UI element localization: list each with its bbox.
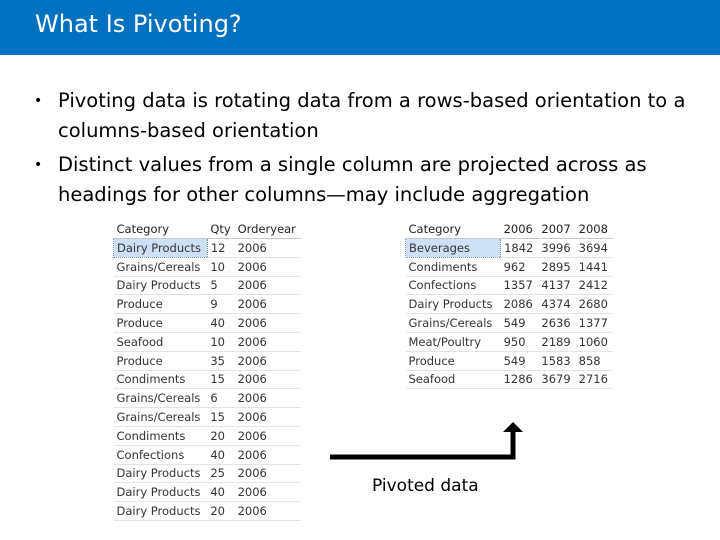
table-row bbox=[114, 370, 302, 389]
table-cell: Confections bbox=[114, 445, 208, 464]
table-cell: Grains/Cereals bbox=[114, 408, 208, 427]
table-row bbox=[406, 351, 614, 370]
table-cell: 2680 bbox=[576, 295, 613, 314]
slide-title: What Is Pivoting? bbox=[35, 10, 242, 38]
table-cell: Condiments bbox=[114, 426, 208, 445]
table-cell: Beverages bbox=[406, 239, 501, 258]
title-bar bbox=[0, 0, 720, 55]
table-row bbox=[406, 370, 614, 389]
column-header: Category bbox=[406, 220, 501, 239]
table-cell: 1583 bbox=[538, 351, 575, 370]
table-cell: 40 bbox=[207, 445, 234, 464]
table-cell: 2006 bbox=[235, 502, 301, 521]
table-row bbox=[114, 276, 302, 295]
source-data-table bbox=[113, 220, 301, 521]
column-header: 2006 bbox=[501, 220, 539, 239]
table-cell: Seafood bbox=[114, 332, 208, 351]
table-row bbox=[114, 314, 302, 333]
table-cell: 2006 bbox=[235, 351, 301, 370]
table-row bbox=[406, 314, 614, 333]
table-cell: 549 bbox=[501, 351, 539, 370]
table-cell: 2006 bbox=[235, 464, 301, 483]
table-cell: 1357 bbox=[501, 276, 539, 295]
table-cell: 2006 bbox=[235, 483, 301, 502]
table-cell: 1377 bbox=[576, 314, 613, 333]
table-cell: 2412 bbox=[576, 276, 613, 295]
table-cell: 2006 bbox=[235, 445, 301, 464]
table-cell: 20 bbox=[207, 426, 234, 445]
table-cell: 9 bbox=[207, 295, 234, 314]
table-row bbox=[114, 239, 302, 258]
table-cell: Seafood bbox=[406, 370, 501, 389]
table-cell: Dairy Products bbox=[406, 295, 501, 314]
bullet-dot-icon: • bbox=[34, 157, 43, 173]
table-cell: 1060 bbox=[576, 332, 613, 351]
pivoted-data-table bbox=[405, 220, 613, 389]
table-cell: 1286 bbox=[501, 370, 539, 389]
table-cell: Dairy Products bbox=[114, 483, 208, 502]
table-cell: Dairy Products bbox=[114, 464, 208, 483]
table-cell: 549 bbox=[501, 314, 539, 333]
table-row bbox=[114, 408, 302, 427]
table-cell: 2006 bbox=[235, 389, 301, 408]
table-cell: Produce bbox=[406, 351, 501, 370]
table-cell: Condiments bbox=[406, 257, 501, 276]
table-cell: 2006 bbox=[235, 295, 301, 314]
table-row bbox=[406, 276, 614, 295]
table-cell: Grains/Cereals bbox=[114, 257, 208, 276]
table-cell: 2006 bbox=[235, 276, 301, 295]
table-cell: 2006 bbox=[235, 426, 301, 445]
table-cell: 6 bbox=[207, 389, 234, 408]
column-header: Orderyear bbox=[235, 220, 301, 239]
table-cell: 35 bbox=[207, 351, 234, 370]
table-cell: 40 bbox=[207, 314, 234, 333]
table-cell: 1441 bbox=[576, 257, 613, 276]
bullet-text: Pivoting data is rotating data from a rows-based orientation to a columns-based orientation bbox=[58, 89, 686, 142]
table-cell: 2006 bbox=[235, 239, 301, 258]
table-cell: 3996 bbox=[538, 239, 575, 258]
table-cell: 12 bbox=[207, 239, 234, 258]
table-cell: Dairy Products bbox=[114, 502, 208, 521]
table-cell: Grains/Cereals bbox=[406, 314, 501, 333]
table-cell: 2189 bbox=[538, 332, 575, 351]
table-cell: 3679 bbox=[538, 370, 575, 389]
table-cell: 2006 bbox=[235, 408, 301, 427]
bullet-item bbox=[26, 150, 716, 210]
table-row bbox=[114, 257, 302, 276]
table-cell: 2086 bbox=[501, 295, 539, 314]
table-cell: Dairy Products bbox=[114, 239, 208, 258]
table-row bbox=[114, 426, 302, 445]
table-cell: 15 bbox=[207, 370, 234, 389]
table-cell: 20 bbox=[207, 502, 234, 521]
table-row bbox=[406, 332, 614, 351]
table-header-row bbox=[114, 220, 302, 239]
table-row bbox=[406, 239, 614, 258]
table-cell: 2006 bbox=[235, 257, 301, 276]
table-row bbox=[114, 332, 302, 351]
table-cell: 950 bbox=[501, 332, 539, 351]
table-cell: 10 bbox=[207, 332, 234, 351]
table-cell: 25 bbox=[207, 464, 234, 483]
table-row bbox=[114, 445, 302, 464]
table-cell: 3694 bbox=[576, 239, 613, 258]
table-row bbox=[114, 351, 302, 370]
column-header: Qty bbox=[207, 220, 234, 239]
table-row bbox=[114, 483, 302, 502]
table-cell: Grains/Cereals bbox=[114, 389, 208, 408]
bullet-text: Distinct values from a single column are projected across as headings for other columns—may include aggregation bbox=[58, 153, 647, 206]
table-row bbox=[406, 257, 614, 276]
column-header: Category bbox=[114, 220, 208, 239]
table-cell: 962 bbox=[501, 257, 539, 276]
table-cell: 15 bbox=[207, 408, 234, 427]
pivot-label: Pivoted data bbox=[372, 476, 479, 496]
table-cell: 1842 bbox=[501, 239, 539, 258]
table-cell: Dairy Products bbox=[114, 276, 208, 295]
table-cell: 4137 bbox=[538, 276, 575, 295]
table-cell: Condiments bbox=[114, 370, 208, 389]
table-cell: Produce bbox=[114, 314, 208, 333]
table-row bbox=[114, 464, 302, 483]
table-row bbox=[114, 502, 302, 521]
table-cell: Confections bbox=[406, 276, 501, 295]
table-row bbox=[114, 389, 302, 408]
table-cell: 2895 bbox=[538, 257, 575, 276]
table-cell: 10 bbox=[207, 257, 234, 276]
bullet-dot-icon: • bbox=[34, 93, 43, 109]
bullet-item bbox=[26, 86, 716, 146]
table-cell: 2006 bbox=[235, 314, 301, 333]
table-cell: Produce bbox=[114, 295, 208, 314]
table-cell: 5 bbox=[207, 276, 234, 295]
table-row bbox=[406, 295, 614, 314]
pivot-arrow-icon bbox=[320, 420, 530, 465]
table-cell: 2006 bbox=[235, 332, 301, 351]
column-header: 2008 bbox=[576, 220, 613, 239]
table-cell: Produce bbox=[114, 351, 208, 370]
table-cell: 40 bbox=[207, 483, 234, 502]
table-cell: 858 bbox=[576, 351, 613, 370]
table-cell: 4374 bbox=[538, 295, 575, 314]
bullet-list bbox=[26, 86, 716, 214]
table-cell: 2716 bbox=[576, 370, 613, 389]
column-header: 2007 bbox=[538, 220, 575, 239]
table-cell: 2006 bbox=[235, 370, 301, 389]
table-cell: Meat/Poultry bbox=[406, 332, 501, 351]
table-header-row bbox=[406, 220, 614, 239]
table-cell: 2636 bbox=[538, 314, 575, 333]
table-row bbox=[114, 295, 302, 314]
